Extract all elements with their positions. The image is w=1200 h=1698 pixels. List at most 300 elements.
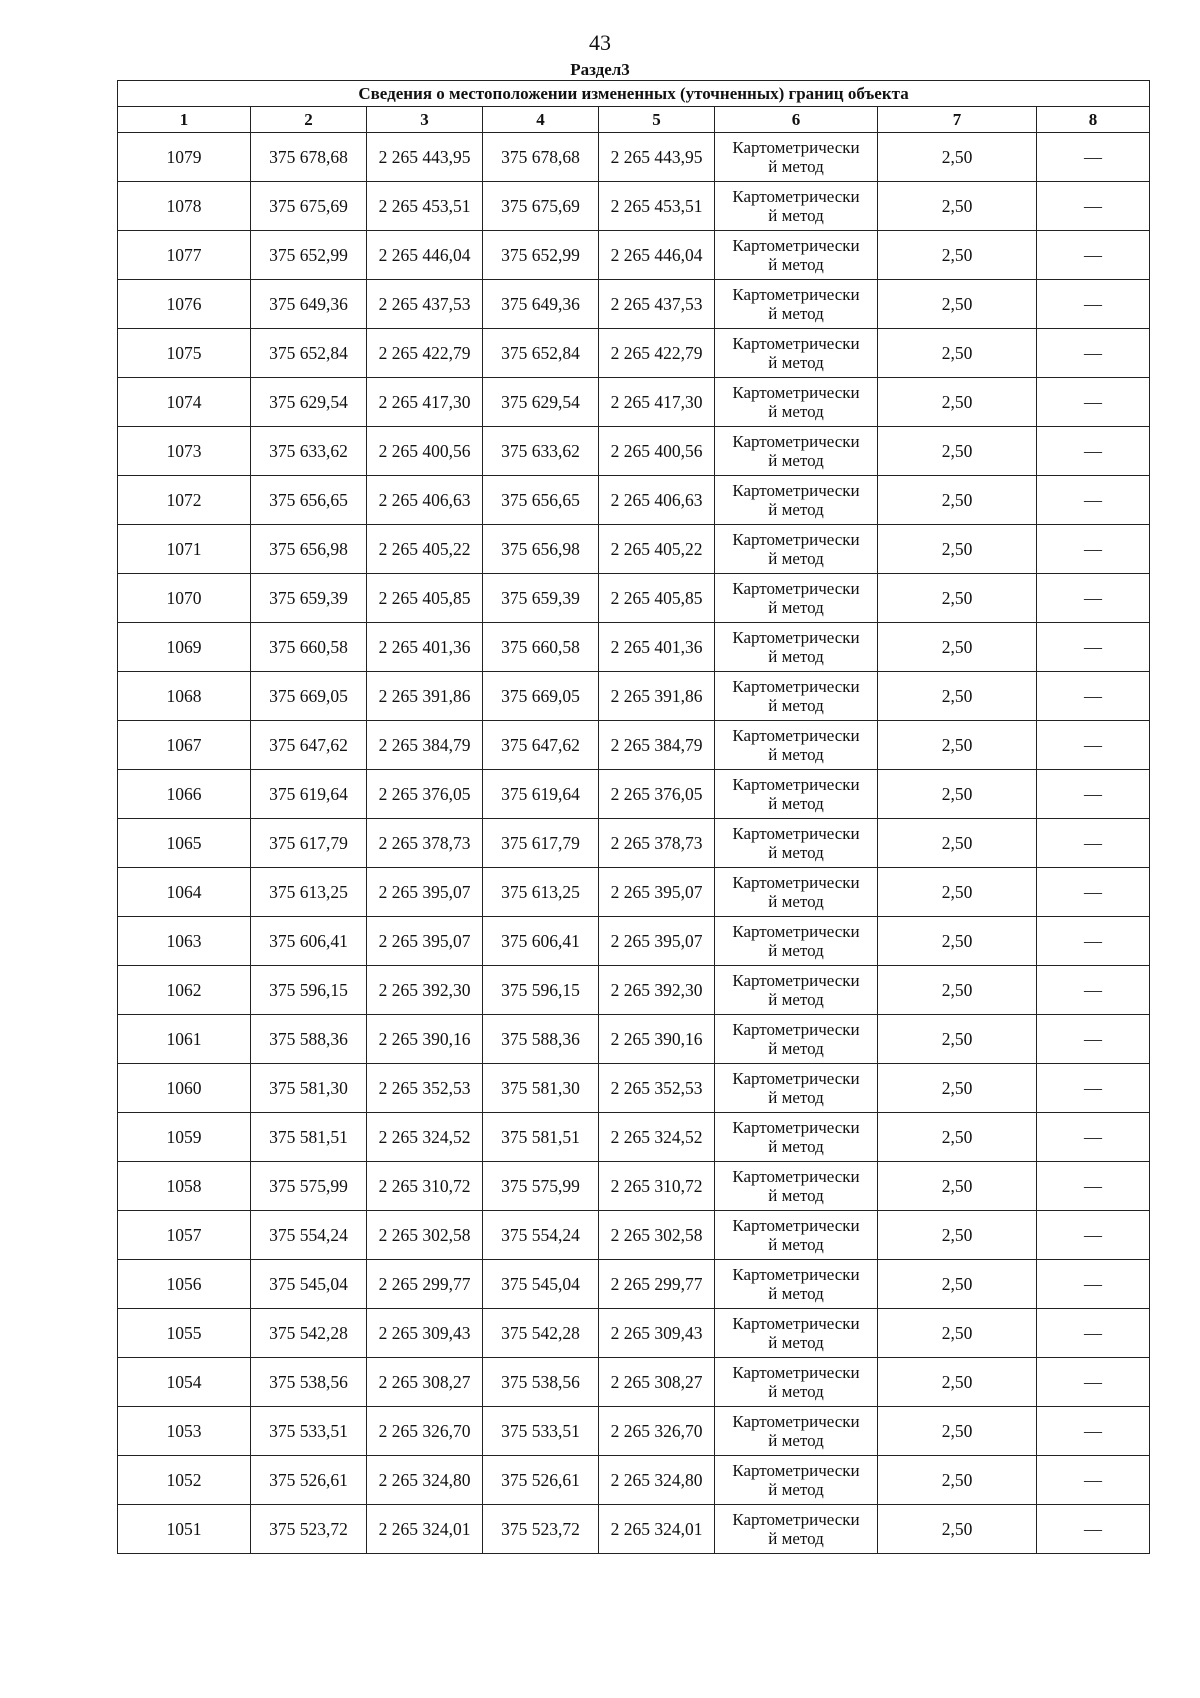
accuracy-cell: 2,50 [878, 917, 1037, 966]
method-text-line: Картометрически [732, 971, 860, 990]
coordinate-cell: 375 526,61 [483, 1456, 599, 1505]
coordinate-cell: 375 613,25 [251, 868, 367, 917]
empty-value-cell: — [1037, 476, 1150, 525]
method-text-line: й метод [768, 402, 824, 421]
column-header: 2 [251, 107, 367, 133]
point-number-cell: 1068 [118, 672, 251, 721]
coordinate-cell: 2 265 405,22 [367, 525, 483, 574]
method-text-line: Картометрически [732, 285, 860, 304]
method-cell [715, 182, 878, 231]
coordinate-cell: 375 675,69 [483, 182, 599, 231]
accuracy-cell: 2,50 [878, 1064, 1037, 1113]
method-text-line: й метод [768, 990, 824, 1009]
accuracy-cell: 2,50 [878, 868, 1037, 917]
coordinate-cell: 2 265 391,86 [599, 672, 715, 721]
method-cell [715, 378, 878, 427]
point-number-cell: 1061 [118, 1015, 251, 1064]
method-text-line: й метод [768, 1529, 824, 1548]
accuracy-cell: 2,50 [878, 1309, 1037, 1358]
empty-value-cell: — [1037, 1456, 1150, 1505]
accuracy-cell: 2,50 [878, 1113, 1037, 1162]
accuracy-cell: 2,50 [878, 1211, 1037, 1260]
column-header: 1 [118, 107, 251, 133]
coordinate-cell: 375 656,98 [251, 525, 367, 574]
empty-value-cell: — [1037, 329, 1150, 378]
point-number-cell: 1076 [118, 280, 251, 329]
coordinate-cell: 2 265 401,36 [599, 623, 715, 672]
method-cell [715, 1015, 878, 1064]
coordinate-cell: 375 629,54 [483, 378, 599, 427]
coordinate-cell: 2 265 378,73 [367, 819, 483, 868]
table-row [118, 329, 1150, 378]
accuracy-cell: 2,50 [878, 476, 1037, 525]
coordinate-cell: 375 656,65 [483, 476, 599, 525]
method-text-line: Картометрически [732, 579, 860, 598]
coordinate-cell: 375 581,30 [251, 1064, 367, 1113]
method-cell [715, 525, 878, 574]
method-cell [715, 1309, 878, 1358]
method-text-line: й метод [768, 1382, 824, 1401]
coordinate-cell: 2 265 376,05 [599, 770, 715, 819]
empty-value-cell: — [1037, 280, 1150, 329]
method-cell [715, 672, 878, 721]
accuracy-cell: 2,50 [878, 427, 1037, 476]
table-row [118, 182, 1150, 231]
empty-value-cell: — [1037, 231, 1150, 280]
accuracy-cell: 2,50 [878, 329, 1037, 378]
method-text-line: й метод [768, 745, 824, 764]
method-cell [715, 427, 878, 476]
coordinate-cell: 2 265 324,01 [367, 1505, 483, 1554]
point-number-cell: 1075 [118, 329, 251, 378]
table-row [118, 1358, 1150, 1407]
method-cell [715, 574, 878, 623]
coordinate-cell: 2 265 405,22 [599, 525, 715, 574]
table-row [118, 672, 1150, 721]
coordinate-cell: 375 545,04 [483, 1260, 599, 1309]
method-text-line: Картометрически [732, 1314, 860, 1333]
method-text-line: й метод [768, 1137, 824, 1156]
coordinate-cell: 2 265 417,30 [599, 378, 715, 427]
coordinate-cell: 375 678,68 [483, 133, 599, 182]
coordinate-cell: 2 265 309,43 [599, 1309, 715, 1358]
coordinate-cell: 375 629,54 [251, 378, 367, 427]
point-number-cell: 1063 [118, 917, 251, 966]
table-header-row [118, 107, 1150, 133]
coordinate-cell: 375 526,61 [251, 1456, 367, 1505]
method-text-line: Картометрически [732, 628, 860, 647]
table-row [118, 1505, 1150, 1554]
column-header: 6 [715, 107, 878, 133]
table-row [118, 280, 1150, 329]
method-text-line: й метод [768, 941, 824, 960]
coordinate-cell: 375 660,58 [251, 623, 367, 672]
method-text-line: й метод [768, 794, 824, 813]
coordinate-cell: 2 265 422,79 [367, 329, 483, 378]
empty-value-cell: — [1037, 1505, 1150, 1554]
table-row [118, 623, 1150, 672]
accuracy-cell: 2,50 [878, 623, 1037, 672]
method-text-line: й метод [768, 353, 824, 372]
method-text-line: Картометрически [732, 1412, 860, 1431]
point-number-cell: 1055 [118, 1309, 251, 1358]
method-cell [715, 917, 878, 966]
coordinate-cell: 2 265 299,77 [599, 1260, 715, 1309]
table-row [118, 574, 1150, 623]
point-number-cell: 1057 [118, 1211, 251, 1260]
method-cell [715, 868, 878, 917]
coordinate-cell: 375 675,69 [251, 182, 367, 231]
coordinate-cell: 375 533,51 [483, 1407, 599, 1456]
method-text-line: Картометрически [732, 1265, 860, 1284]
method-cell [715, 1113, 878, 1162]
column-header: 5 [599, 107, 715, 133]
method-text-line: Картометрически [732, 922, 860, 941]
empty-value-cell: — [1037, 427, 1150, 476]
coordinate-cell: 2 265 326,70 [367, 1407, 483, 1456]
coordinate-cell: 375 542,28 [251, 1309, 367, 1358]
accuracy-cell: 2,50 [878, 770, 1037, 819]
method-cell [715, 231, 878, 280]
accuracy-cell: 2,50 [878, 280, 1037, 329]
method-text-line: й метод [768, 647, 824, 666]
method-text-line: й метод [768, 549, 824, 568]
coordinate-cell: 2 265 406,63 [599, 476, 715, 525]
coordinate-cell: 375 652,84 [483, 329, 599, 378]
table-row [118, 1113, 1150, 1162]
empty-value-cell: — [1037, 525, 1150, 574]
method-cell [715, 1505, 878, 1554]
coordinate-cell: 2 265 390,16 [599, 1015, 715, 1064]
coordinate-cell: 375 619,64 [483, 770, 599, 819]
method-text-line: й метод [768, 1186, 824, 1205]
coordinate-cell: 375 538,56 [251, 1358, 367, 1407]
method-text-line: й метод [768, 1088, 824, 1107]
point-number-cell: 1067 [118, 721, 251, 770]
column-header: 8 [1037, 107, 1150, 133]
method-text-line: Картометрически [732, 334, 860, 353]
method-text-line: Картометрически [732, 481, 860, 500]
accuracy-cell: 2,50 [878, 378, 1037, 427]
table-row [118, 1407, 1150, 1456]
method-text-line: Картометрически [732, 432, 860, 451]
method-cell [715, 721, 878, 770]
page-number: 43 [589, 30, 611, 55]
coordinate-cell: 375 606,41 [251, 917, 367, 966]
coordinate-cell: 2 265 395,07 [367, 917, 483, 966]
coordinate-cell: 2 265 299,77 [367, 1260, 483, 1309]
column-header: 4 [483, 107, 599, 133]
coordinate-cell: 2 265 453,51 [599, 182, 715, 231]
empty-value-cell: — [1037, 1113, 1150, 1162]
point-number-cell: 1079 [118, 133, 251, 182]
coordinate-cell: 2 265 376,05 [367, 770, 483, 819]
coordinate-cell: 2 265 384,79 [599, 721, 715, 770]
table-row [118, 770, 1150, 819]
empty-value-cell: — [1037, 1064, 1150, 1113]
coordinate-cell: 2 265 378,73 [599, 819, 715, 868]
table-row [118, 525, 1150, 574]
method-text-line: й метод [768, 157, 824, 176]
coordinate-cell: 2 265 406,63 [367, 476, 483, 525]
method-cell [715, 1407, 878, 1456]
method-text-line: Картометрически [732, 383, 860, 402]
coordinate-cell: 2 265 324,80 [599, 1456, 715, 1505]
coordinate-cell: 2 265 324,52 [367, 1113, 483, 1162]
coordinate-cell: 2 265 302,58 [367, 1211, 483, 1260]
method-cell [715, 1064, 878, 1113]
method-text-line: й метод [768, 1039, 824, 1058]
method-text-line: й метод [768, 1333, 824, 1352]
coordinate-cell: 2 265 309,43 [367, 1309, 483, 1358]
coordinate-cell: 2 265 326,70 [599, 1407, 715, 1456]
section-title: Раздел3 [570, 60, 630, 79]
point-number-cell: 1051 [118, 1505, 251, 1554]
point-number-cell: 1071 [118, 525, 251, 574]
empty-value-cell: — [1037, 133, 1150, 182]
method-text-line: Картометрически [732, 677, 860, 696]
coordinate-cell: 2 265 446,04 [367, 231, 483, 280]
coordinate-cell: 2 265 422,79 [599, 329, 715, 378]
method-cell [715, 966, 878, 1015]
coordinate-cell: 2 265 308,27 [367, 1358, 483, 1407]
method-text-line: Картометрически [732, 1020, 860, 1039]
coordinate-cell: 375 542,28 [483, 1309, 599, 1358]
coordinate-cell: 375 652,84 [251, 329, 367, 378]
point-number-cell: 1058 [118, 1162, 251, 1211]
method-text-line: Картометрически [732, 873, 860, 892]
coordinate-cell: 375 647,62 [251, 721, 367, 770]
coordinate-cell: 375 617,79 [251, 819, 367, 868]
method-cell [715, 1358, 878, 1407]
accuracy-cell: 2,50 [878, 966, 1037, 1015]
coordinate-cell: 2 265 352,53 [367, 1064, 483, 1113]
table-row [118, 378, 1150, 427]
coordinate-cell: 375 619,64 [251, 770, 367, 819]
coordinate-cell: 2 265 395,07 [599, 868, 715, 917]
coordinate-cell: 375 647,62 [483, 721, 599, 770]
coordinate-cell: 375 533,51 [251, 1407, 367, 1456]
empty-value-cell: — [1037, 917, 1150, 966]
coordinate-cell: 375 596,15 [251, 966, 367, 1015]
column-header: 3 [367, 107, 483, 133]
method-text-line: й метод [768, 1284, 824, 1303]
coordinate-cell: 375 588,36 [251, 1015, 367, 1064]
coordinate-cell: 2 265 308,27 [599, 1358, 715, 1407]
method-text-line: Картометрически [732, 1167, 860, 1186]
accuracy-cell: 2,50 [878, 525, 1037, 574]
empty-value-cell: — [1037, 721, 1150, 770]
coordinate-cell: 2 265 324,52 [599, 1113, 715, 1162]
coordinate-cell: 375 581,51 [483, 1113, 599, 1162]
empty-value-cell: — [1037, 1358, 1150, 1407]
coordinate-cell: 2 265 405,85 [367, 574, 483, 623]
table-row [118, 427, 1150, 476]
coordinate-cell: 375 656,65 [251, 476, 367, 525]
coordinate-cell: 2 265 401,36 [367, 623, 483, 672]
point-number-cell: 1059 [118, 1113, 251, 1162]
method-text-line: Картометрически [732, 530, 860, 549]
method-cell [715, 329, 878, 378]
point-number-cell: 1074 [118, 378, 251, 427]
table-row [118, 133, 1150, 182]
point-number-cell: 1065 [118, 819, 251, 868]
point-number-cell: 1070 [118, 574, 251, 623]
method-text-line: й метод [768, 598, 824, 617]
coordinate-cell: 375 678,68 [251, 133, 367, 182]
coordinate-cell: 375 659,39 [251, 574, 367, 623]
accuracy-cell: 2,50 [878, 133, 1037, 182]
accuracy-cell: 2,50 [878, 721, 1037, 770]
table-caption-row [118, 81, 1150, 107]
coordinate-cell: 375 652,99 [483, 231, 599, 280]
coordinate-cell: 375 606,41 [483, 917, 599, 966]
point-number-cell: 1060 [118, 1064, 251, 1113]
coordinate-cell: 2 265 310,72 [367, 1162, 483, 1211]
method-text-line: й метод [768, 892, 824, 911]
method-text-line: Картометрически [732, 138, 860, 157]
empty-value-cell: — [1037, 868, 1150, 917]
empty-value-cell: — [1037, 1309, 1150, 1358]
coordinate-cell: 375 575,99 [483, 1162, 599, 1211]
coordinate-cell: 375 617,79 [483, 819, 599, 868]
coordinate-cell: 2 265 352,53 [599, 1064, 715, 1113]
table-row [118, 1162, 1150, 1211]
empty-value-cell: — [1037, 819, 1150, 868]
empty-value-cell: — [1037, 770, 1150, 819]
coordinate-cell: 2 265 390,16 [367, 1015, 483, 1064]
coordinate-cell: 375 656,98 [483, 525, 599, 574]
table-row [118, 721, 1150, 770]
coordinate-cell: 375 538,56 [483, 1358, 599, 1407]
coordinate-cell: 375 660,58 [483, 623, 599, 672]
coordinate-cell: 375 575,99 [251, 1162, 367, 1211]
coordinate-cell: 375 545,04 [251, 1260, 367, 1309]
coordinate-cell: 2 265 392,30 [599, 966, 715, 1015]
method-text-line: Картометрически [732, 1510, 860, 1529]
coordinate-cell: 2 265 443,95 [367, 133, 483, 182]
coordinate-cell: 2 265 437,53 [599, 280, 715, 329]
method-cell [715, 770, 878, 819]
method-text-line: й метод [768, 206, 824, 225]
accuracy-cell: 2,50 [878, 1162, 1037, 1211]
coordinate-cell: 2 265 384,79 [367, 721, 483, 770]
table-row [118, 819, 1150, 868]
method-text-line: Картометрически [732, 824, 860, 843]
coordinate-cell: 375 659,39 [483, 574, 599, 623]
accuracy-cell: 2,50 [878, 1407, 1037, 1456]
table-caption: Сведения о местоположении измененных (уточненных) границ объекта [118, 81, 1150, 107]
coordinate-cell: 2 265 310,72 [599, 1162, 715, 1211]
coordinate-cell: 375 523,72 [483, 1505, 599, 1554]
coordinate-cell: 375 596,15 [483, 966, 599, 1015]
point-number-cell: 1077 [118, 231, 251, 280]
method-text-line: й метод [768, 843, 824, 862]
accuracy-cell: 2,50 [878, 1015, 1037, 1064]
point-number-cell: 1054 [118, 1358, 251, 1407]
point-number-cell: 1066 [118, 770, 251, 819]
method-text-line: Картометрически [732, 1216, 860, 1235]
coordinate-cell: 375 649,36 [483, 280, 599, 329]
coordinate-cell: 375 669,05 [251, 672, 367, 721]
coordinate-cell: 2 265 446,04 [599, 231, 715, 280]
coordinate-cell: 375 652,99 [251, 231, 367, 280]
method-cell [715, 819, 878, 868]
coordinate-cell: 375 633,62 [251, 427, 367, 476]
coordinate-cell: 2 265 453,51 [367, 182, 483, 231]
accuracy-cell: 2,50 [878, 672, 1037, 721]
coordinate-cell: 375 554,24 [251, 1211, 367, 1260]
coordinate-cell: 2 265 400,56 [367, 427, 483, 476]
method-text-line: Картометрически [732, 726, 860, 745]
coordinate-cell: 2 265 395,07 [367, 868, 483, 917]
empty-value-cell: — [1037, 966, 1150, 1015]
table-row [118, 1456, 1150, 1505]
coordinate-cell: 375 649,36 [251, 280, 367, 329]
accuracy-cell: 2,50 [878, 1505, 1037, 1554]
table-row [118, 1064, 1150, 1113]
method-cell [715, 1260, 878, 1309]
method-text-line: Картометрически [732, 1069, 860, 1088]
point-number-cell: 1052 [118, 1456, 251, 1505]
empty-value-cell: — [1037, 574, 1150, 623]
table-row [118, 1015, 1150, 1064]
point-number-cell: 1072 [118, 476, 251, 525]
coordinate-cell: 2 265 405,85 [599, 574, 715, 623]
method-text-line: й метод [768, 500, 824, 519]
method-text-line: й метод [768, 1235, 824, 1254]
point-number-cell: 1053 [118, 1407, 251, 1456]
accuracy-cell: 2,50 [878, 1456, 1037, 1505]
method-cell [715, 1162, 878, 1211]
accuracy-cell: 2,50 [878, 1260, 1037, 1309]
empty-value-cell: — [1037, 1211, 1150, 1260]
coordinate-cell: 2 265 324,01 [599, 1505, 715, 1554]
empty-value-cell: — [1037, 623, 1150, 672]
boundary-points-table [117, 80, 1150, 1554]
point-number-cell: 1056 [118, 1260, 251, 1309]
accuracy-cell: 2,50 [878, 1358, 1037, 1407]
coordinate-cell: 375 581,51 [251, 1113, 367, 1162]
coordinate-cell: 2 265 392,30 [367, 966, 483, 1015]
coordinate-cell: 2 265 437,53 [367, 280, 483, 329]
empty-value-cell: — [1037, 1260, 1150, 1309]
table-row [118, 1211, 1150, 1260]
method-cell [715, 1456, 878, 1505]
accuracy-cell: 2,50 [878, 574, 1037, 623]
method-text-line: й метод [768, 1431, 824, 1450]
point-number-cell: 1073 [118, 427, 251, 476]
point-number-cell: 1078 [118, 182, 251, 231]
empty-value-cell: — [1037, 1162, 1150, 1211]
method-text-line: й метод [768, 696, 824, 715]
accuracy-cell: 2,50 [878, 819, 1037, 868]
table-row [118, 1260, 1150, 1309]
accuracy-cell: 2,50 [878, 231, 1037, 280]
point-number-cell: 1064 [118, 868, 251, 917]
method-text-line: й метод [768, 1480, 824, 1499]
method-cell [715, 1211, 878, 1260]
method-cell [715, 476, 878, 525]
coordinate-cell: 2 265 324,80 [367, 1456, 483, 1505]
method-text-line: Картометрически [732, 775, 860, 794]
empty-value-cell: — [1037, 182, 1150, 231]
method-cell [715, 623, 878, 672]
method-text-line: й метод [768, 304, 824, 323]
empty-value-cell: — [1037, 1015, 1150, 1064]
coordinate-cell: 375 613,25 [483, 868, 599, 917]
table-row [118, 231, 1150, 280]
